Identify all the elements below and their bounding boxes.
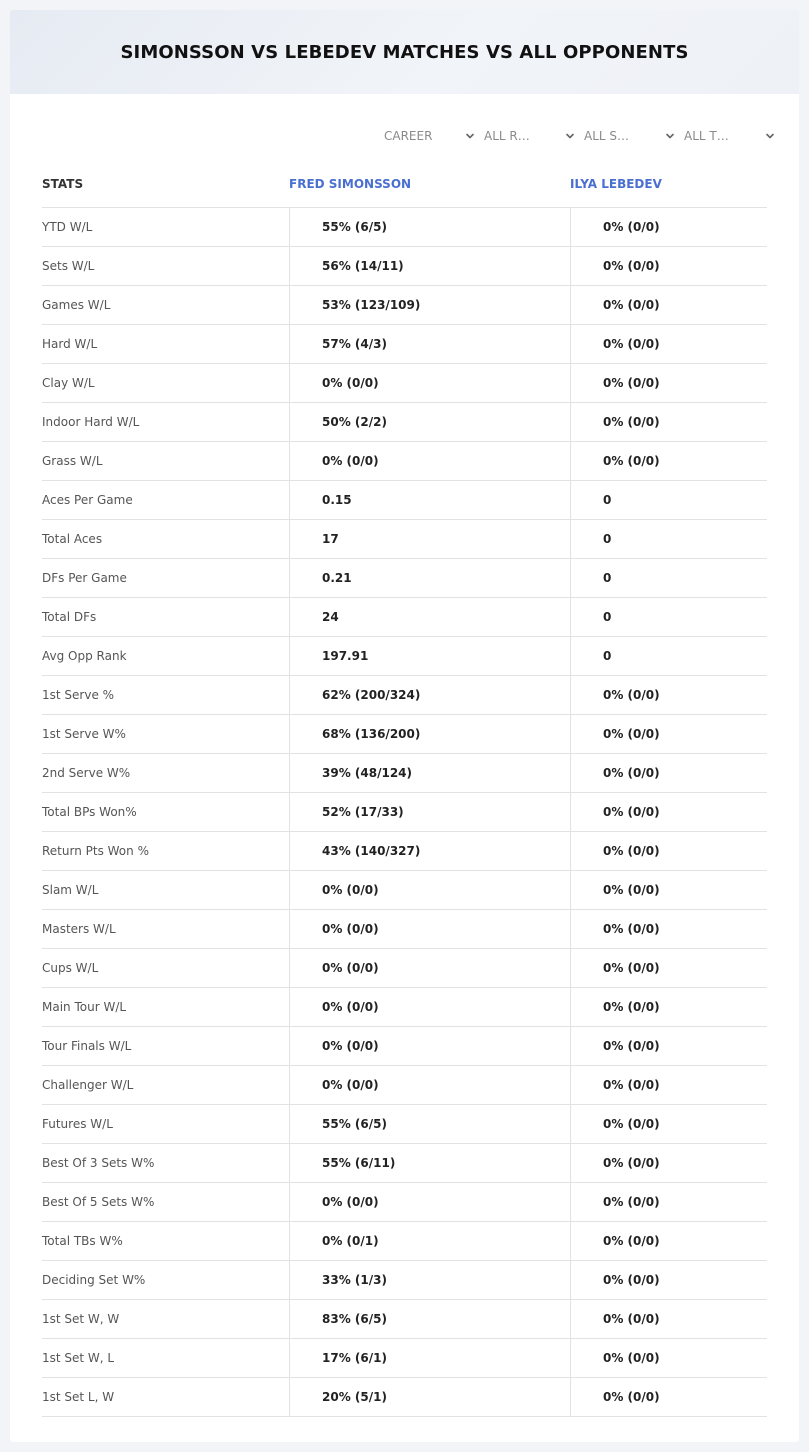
- table-row: [42, 871, 767, 910]
- table-row: [42, 520, 767, 559]
- player2-value: 0: [570, 559, 767, 597]
- table-row: [42, 1222, 767, 1261]
- player1-value: 0% (0/1): [289, 1222, 570, 1260]
- player2-value: 0% (0/0): [570, 910, 767, 948]
- table-row: [42, 1066, 767, 1105]
- player1-value: 52% (17/33): [289, 793, 570, 831]
- chevron-down-icon: [466, 132, 474, 140]
- table-row: [42, 676, 767, 715]
- player1-value: 62% (200/324): [289, 676, 570, 714]
- player2-value: 0% (0/0): [570, 208, 767, 246]
- header-player2-link[interactable]: ILYA LEBEDEV: [570, 176, 662, 191]
- stat-label: Grass W/L: [42, 454, 103, 468]
- player2-value: 0% (0/0): [570, 442, 767, 480]
- table-row: [42, 364, 767, 403]
- player2-value: 0% (0/0): [570, 1144, 767, 1182]
- filter-surface-select[interactable]: [584, 126, 684, 146]
- stat-label: Total Aces: [42, 532, 103, 546]
- player2-value: 0: [570, 598, 767, 636]
- table-body: [42, 208, 767, 1417]
- player2-value: 0: [570, 520, 767, 558]
- player1-value: 33% (1/3): [289, 1261, 570, 1299]
- table-row: [42, 1183, 767, 1222]
- player2-value: 0% (0/0): [570, 1261, 767, 1299]
- table-row: [42, 832, 767, 871]
- table-row: [42, 247, 767, 286]
- player2-value: 0% (0/0): [570, 1027, 767, 1065]
- player1-value: 0% (0/0): [289, 364, 570, 402]
- player2-value: 0% (0/0): [570, 754, 767, 792]
- filter-bar: [384, 126, 784, 146]
- chevron-down-icon: [666, 132, 674, 140]
- player2-value: 0% (0/0): [570, 1339, 767, 1377]
- player1-value: 0.15: [289, 481, 570, 519]
- filter-period-label: CAREER: [384, 129, 433, 143]
- player1-value: 0.21: [289, 559, 570, 597]
- table-row: [42, 1261, 767, 1300]
- stat-label: Main Tour W/L: [42, 1000, 127, 1014]
- table-row: [42, 754, 767, 793]
- table-row: [42, 481, 767, 520]
- player2-value: 0% (0/0): [570, 1183, 767, 1221]
- table-row: [42, 949, 767, 988]
- stat-label: YTD W/L: [42, 220, 93, 234]
- chevron-down-icon: [766, 132, 774, 140]
- player2-value: 0% (0/0): [570, 1378, 767, 1416]
- chevron-down-icon: [566, 132, 574, 140]
- stat-label: Futures W/L: [42, 1117, 113, 1131]
- table-row: [42, 1300, 767, 1339]
- filter-round-label: ALL R…: [484, 129, 530, 143]
- player1-value: 0% (0/0): [289, 1183, 570, 1221]
- stat-label: 1st Serve %: [42, 688, 115, 702]
- player1-value: 24: [289, 598, 570, 636]
- table-row: [42, 715, 767, 754]
- player1-value: 0% (0/0): [289, 949, 570, 987]
- player2-value: 0% (0/0): [570, 403, 767, 441]
- page-title: SIMONSSON VS LEBEDEV MATCHES VS ALL OPPONENTS: [120, 41, 689, 63]
- stat-label: 1st Set L, W: [42, 1390, 115, 1404]
- player2-value: 0% (0/0): [570, 1300, 767, 1338]
- stat-label: Tour Finals W/L: [42, 1039, 132, 1053]
- stat-label: 1st Serve W%: [42, 727, 126, 741]
- player2-value: 0% (0/0): [570, 325, 767, 363]
- stat-label: Slam W/L: [42, 883, 99, 897]
- stat-label: Challenger W/L: [42, 1078, 134, 1092]
- player1-value: 83% (6/5): [289, 1300, 570, 1338]
- player1-value: 17% (6/1): [289, 1339, 570, 1377]
- player1-value: 68% (136/200): [289, 715, 570, 753]
- player1-value: 50% (2/2): [289, 403, 570, 441]
- stat-label: 2nd Serve W%: [42, 766, 131, 780]
- table-row: [42, 442, 767, 481]
- player1-value: 39% (48/124): [289, 754, 570, 792]
- table-row: [42, 1105, 767, 1144]
- table-row: [42, 559, 767, 598]
- player2-value: 0% (0/0): [570, 1066, 767, 1104]
- player1-value: 0% (0/0): [289, 1066, 570, 1104]
- player2-value: 0% (0/0): [570, 793, 767, 831]
- stat-label: Deciding Set W%: [42, 1273, 146, 1287]
- stat-label: Clay W/L: [42, 376, 95, 390]
- stat-label: Indoor Hard W/L: [42, 415, 140, 429]
- player2-value: 0% (0/0): [570, 832, 767, 870]
- table-row: [42, 1378, 767, 1417]
- filter-surface-label: ALL S…: [584, 129, 630, 143]
- player1-value: 55% (6/5): [289, 1105, 570, 1143]
- filter-period-select[interactable]: [384, 126, 484, 146]
- stat-label: Sets W/L: [42, 259, 95, 273]
- card-header: [10, 10, 799, 94]
- player1-value: 197.91: [289, 637, 570, 675]
- player1-value: 0% (0/0): [289, 442, 570, 480]
- filter-round-select[interactable]: [484, 126, 584, 146]
- player2-value: 0% (0/0): [570, 949, 767, 987]
- player2-value: 0% (0/0): [570, 715, 767, 753]
- player2-value: 0: [570, 637, 767, 675]
- header-player1-link[interactable]: FRED SIMONSSON: [289, 176, 412, 191]
- stat-label: Best Of 3 Sets W%: [42, 1156, 155, 1170]
- stat-label: Games W/L: [42, 298, 111, 312]
- table-row: [42, 793, 767, 832]
- player2-value: 0% (0/0): [570, 676, 767, 714]
- player2-value: 0% (0/0): [570, 286, 767, 324]
- filter-tournament-select[interactable]: [684, 126, 784, 146]
- stat-label: Total BPs Won%: [42, 805, 137, 819]
- player2-value: 0% (0/0): [570, 247, 767, 285]
- stat-label: 1st Set W, L: [42, 1351, 115, 1365]
- stat-label: DFs Per Game: [42, 571, 127, 585]
- player1-value: 0% (0/0): [289, 871, 570, 909]
- player2-value: 0% (0/0): [570, 1222, 767, 1260]
- stat-label: 1st Set W, W: [42, 1312, 120, 1326]
- player2-value: 0% (0/0): [570, 1105, 767, 1143]
- table-row: [42, 1339, 767, 1378]
- player2-value: 0: [570, 481, 767, 519]
- table-row: [42, 325, 767, 364]
- player1-value: 43% (140/327): [289, 832, 570, 870]
- stat-label: Total TBs W%: [42, 1234, 123, 1248]
- stat-label: Hard W/L: [42, 337, 98, 351]
- player1-value: 0% (0/0): [289, 988, 570, 1026]
- stat-label: Aces Per Game: [42, 493, 133, 507]
- player1-value: 56% (14/11): [289, 247, 570, 285]
- table-row: [42, 637, 767, 676]
- table-row: [42, 286, 767, 325]
- stat-label: Cups W/L: [42, 961, 99, 975]
- table-row: [42, 208, 767, 247]
- player2-value: 0% (0/0): [570, 364, 767, 402]
- player1-value: 55% (6/5): [289, 208, 570, 246]
- stat-label: Total DFs: [42, 610, 97, 624]
- player1-value: 0% (0/0): [289, 1027, 570, 1065]
- player1-value: 55% (6/11): [289, 1144, 570, 1182]
- player1-value: 0% (0/0): [289, 910, 570, 948]
- stat-label: Masters W/L: [42, 922, 116, 936]
- header-stats: STATS: [42, 176, 84, 191]
- table-row: [42, 598, 767, 637]
- player2-value: 0% (0/0): [570, 988, 767, 1026]
- stats-table: [42, 160, 767, 1417]
- stats-card: [10, 10, 799, 1442]
- stat-label: Best Of 5 Sets W%: [42, 1195, 155, 1209]
- stat-label: Avg Opp Rank: [42, 649, 127, 663]
- table-row: [42, 1027, 767, 1066]
- table-row: [42, 1144, 767, 1183]
- table-header: [42, 160, 767, 208]
- filter-tournament-label: ALL T…: [684, 129, 729, 143]
- player1-value: 57% (4/3): [289, 325, 570, 363]
- player1-value: 20% (5/1): [289, 1378, 570, 1416]
- stat-label: Return Pts Won %: [42, 844, 149, 858]
- player1-value: 17: [289, 520, 570, 558]
- table-row: [42, 988, 767, 1027]
- table-row: [42, 910, 767, 949]
- table-row: [42, 403, 767, 442]
- player1-value: 53% (123/109): [289, 286, 570, 324]
- player2-value: 0% (0/0): [570, 871, 767, 909]
